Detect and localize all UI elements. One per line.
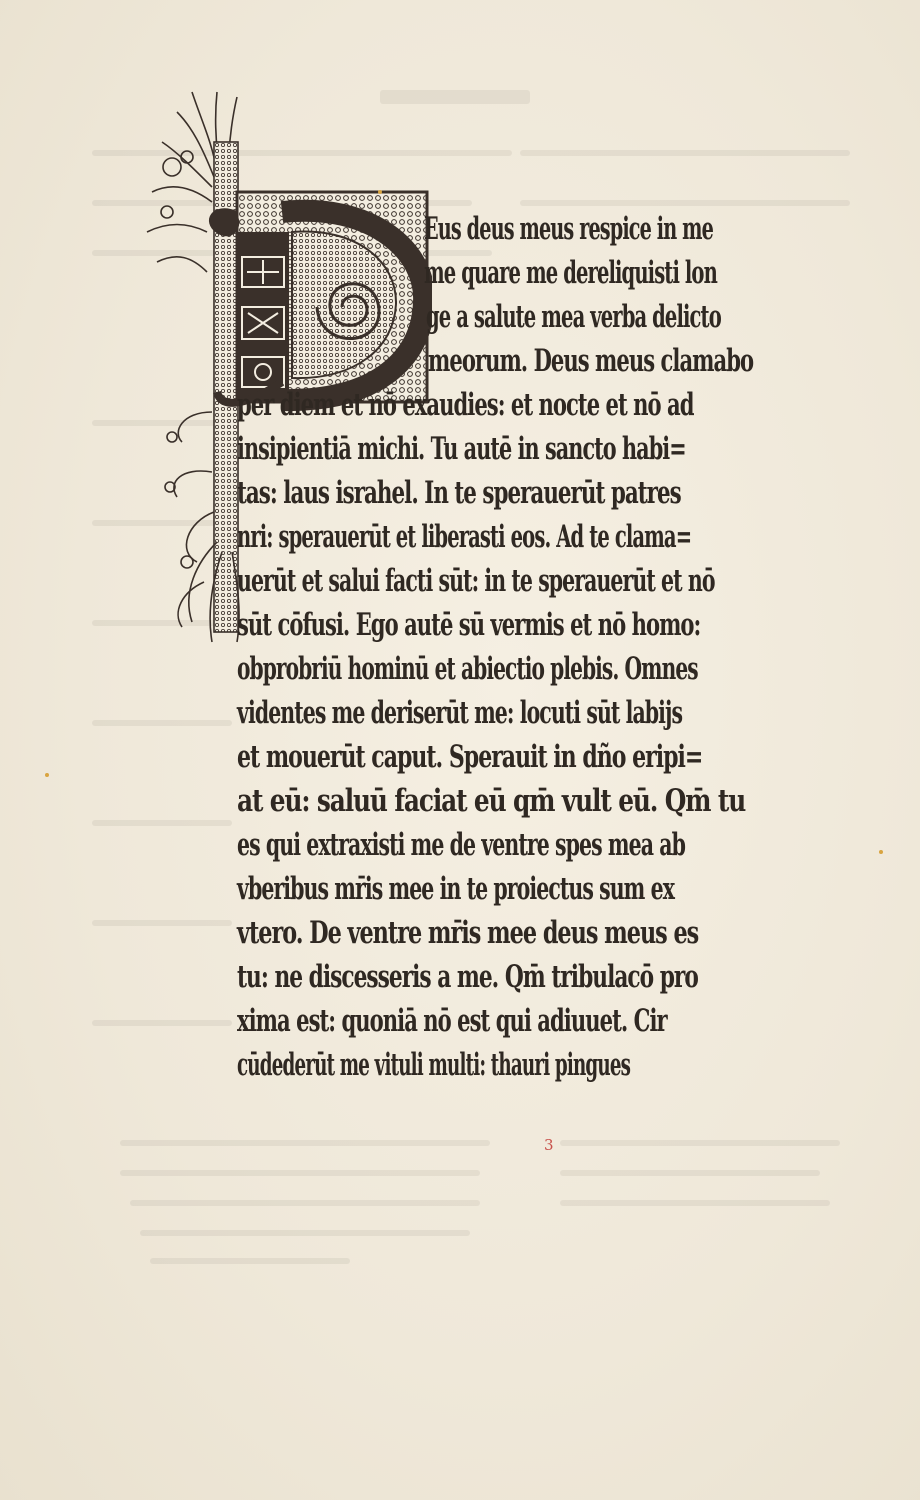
text-line: sūt cōfusi. Ego autē sū vermis et nō homo: bbox=[237, 607, 701, 643]
text-line: insipientiā michi. Tu autē in sancto habi= bbox=[237, 431, 686, 467]
paper-speck bbox=[378, 190, 382, 194]
paper-speck bbox=[45, 773, 49, 777]
text-line: uerūt et salui facti sūt: in te sperauerūt et nō bbox=[237, 563, 715, 599]
paper-speck bbox=[879, 850, 883, 854]
text-line: obprobriū hominū et abiectio plebis. Omnes bbox=[237, 651, 698, 687]
text-line: vtero. De ventre mr̄is mee deus meus es bbox=[237, 915, 699, 951]
text-line: et mouerūt caput. Sperauit in dño eripi= bbox=[237, 739, 703, 775]
text-line: ge a salute mea verba delicto bbox=[426, 299, 721, 335]
text-line: nri: sperauerūt et liberasti eos. Ad te clama= bbox=[237, 519, 692, 555]
text-line: vberibus mr̄is mee in te proiectus sum ex bbox=[237, 871, 674, 907]
text-line: tas: laus israhel. In te sperauerūt patres bbox=[237, 475, 681, 511]
text-line: tu: ne discesseris a me. Qm̄ tribulacō pro bbox=[237, 959, 698, 995]
text-line: at eū: saluū faciat eū qm̄ vult eū. Qm̄ tu bbox=[237, 783, 746, 819]
text-line: me quare me dereliquisti lon bbox=[424, 255, 717, 291]
text-line: es qui extraxisti me de ventre spes mea ab bbox=[237, 827, 685, 863]
text-line: xima est: quoniā nō est qui adiuuet. Cir bbox=[237, 1003, 667, 1039]
text-line: meorum. Deus meus clamabo bbox=[428, 343, 754, 379]
text-line: Eus deus meus respice in me bbox=[424, 211, 713, 247]
text-line: videntes me deriserūt me: locuti sūt labijs bbox=[237, 695, 683, 731]
text-line: cūdederūt me vituli multi: thauri pingues bbox=[237, 1047, 631, 1083]
page-number: 3 bbox=[544, 1136, 554, 1154]
text-line: per diem et nō exaudies: et nocte et nō ad bbox=[237, 387, 694, 423]
